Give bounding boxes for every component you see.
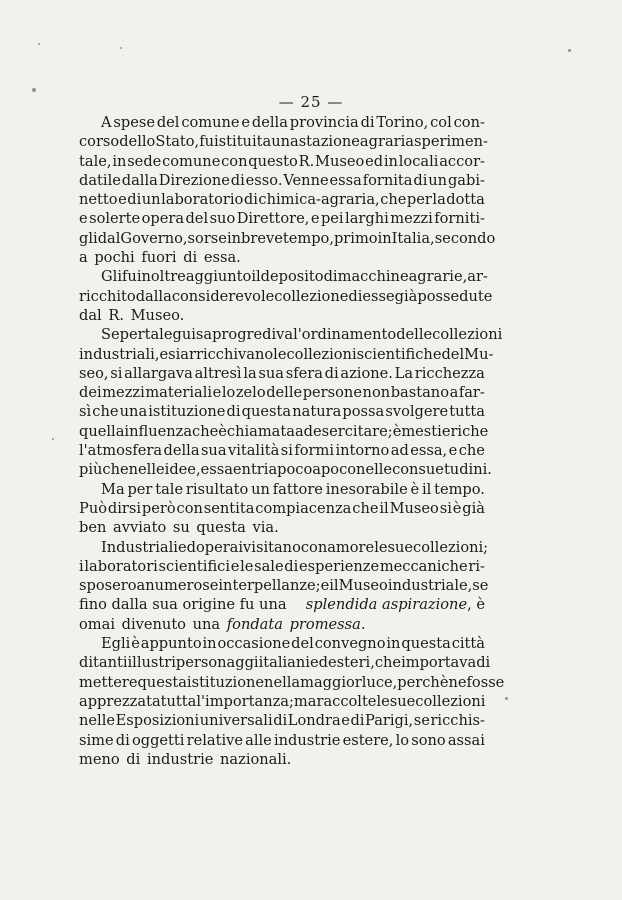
text-segment: , è: [467, 596, 485, 614]
text-line: ricchito dalla considerevole collezione di esse già possedute: [79, 287, 493, 305]
body-text: [79, 113, 505, 769]
text-line: più che nelle idee, essa entri a poco a poco nelle consuetudini.: [79, 461, 492, 479]
scan-speck: [38, 43, 40, 45]
text-line: sime di oggetti relative alle industrie estere, lo sono assai: [79, 731, 485, 749]
text-line: Gli fu inoltre aggiunto il deposito di macchine agrarie, ar-: [101, 268, 488, 286]
text-line: Se per tale guisa progrediva l'ordinamento delle collezioni: [101, 326, 503, 344]
text-line: industriali, e si arricchivano le collezioni scientifiche del Mu-: [79, 345, 494, 363]
text-line: Ma per tale risultato un fattore inesorabile è il tempo.: [101, 480, 485, 498]
italic-phrase-wrap: [306, 595, 485, 614]
text-line: tale, in sede comune con questo R. Museo ed in locali accor-: [79, 152, 485, 170]
text-line: e solerte opera del suo Direttore, e pei larghi mezzi forniti-: [79, 210, 485, 228]
text-line: gli dal Governo, sorse in breve tempo, primo in Italia, secondo: [79, 229, 496, 247]
text-line: corso dello Stato, fu istituita una stazione agraria sperimen-: [79, 133, 488, 151]
scan-speck: [120, 47, 122, 49]
text-line: Industriali ed operai visitano con amore le sue collezioni;: [101, 538, 489, 556]
text-line-mixed: [79, 615, 485, 634]
text-line: nelle Esposizioni universali di Londra e di Parigi, se ricchis-: [79, 712, 485, 730]
text-line: sì che una istituzione di questa natura possa svolgere tutta: [79, 403, 485, 421]
text-line: quella influenza che è chiamata ad esercitare; è mestieri che: [79, 422, 489, 440]
scan-speck: [505, 697, 508, 700]
text-line: meno di industrie nazionali.: [79, 750, 292, 768]
text-line: A spese del comune e della provincia di Torino, col con-: [101, 114, 485, 131]
text-line: dal R. Museo.: [79, 306, 185, 324]
text-segment: .: [360, 615, 366, 633]
text-line: Egli è appunto in occasione del convegno in questa città: [101, 635, 485, 653]
text-line: dei mezzi materiali e lo zelo delle persone non bastano a far-: [79, 384, 485, 402]
text-segment: omai divenuto una: [79, 615, 221, 633]
text-line: di tanti illustri personaggi italiani ed esteri, che importava di: [79, 654, 491, 672]
page-number: — 25 —: [278, 93, 344, 111]
scan-speck: [568, 49, 571, 52]
text-line: sposero a numerose interpellanze; e il Museo industriale, se: [79, 577, 489, 595]
text-line: netto e di un laboratorio di chimica-agraria, che per la dotta: [79, 191, 485, 209]
text-line: i laboratori scientifici e le sale di esperienze meccaniche ri-: [79, 557, 485, 575]
text-segment: fino dalla sua origine fu una: [79, 596, 287, 614]
text-line: ben avviato su questa via.: [79, 519, 279, 537]
text-line: l'atmosfera della sua vitalità si formi intorno ad essa, e che: [79, 442, 485, 460]
text-line: mettere questa istituzione nella maggior luce, perchè ne fosse: [79, 673, 505, 691]
italic-phrase: splendida aspirazione: [305, 596, 468, 614]
text-line: apprezzata tutta l'importanza; ma raccolte le sue collezioni: [79, 692, 486, 710]
text-line: a pochi fuori di essa.: [79, 249, 241, 267]
text-line: seo, si allargava altresì la sua sfera di azione. La ricchezza: [79, 364, 485, 382]
italic-phrase: fondata promessa: [226, 615, 361, 633]
text-line-mixed: [79, 595, 485, 614]
scan-speck: [52, 438, 54, 440]
scan-speck: [32, 88, 36, 92]
text-line: datile dalla Direzione di esso. Venne essa fornita di un gabi-: [79, 171, 485, 189]
text-line: Può dirsi però con sentita compiacenza che il Museo si è già: [79, 499, 485, 517]
